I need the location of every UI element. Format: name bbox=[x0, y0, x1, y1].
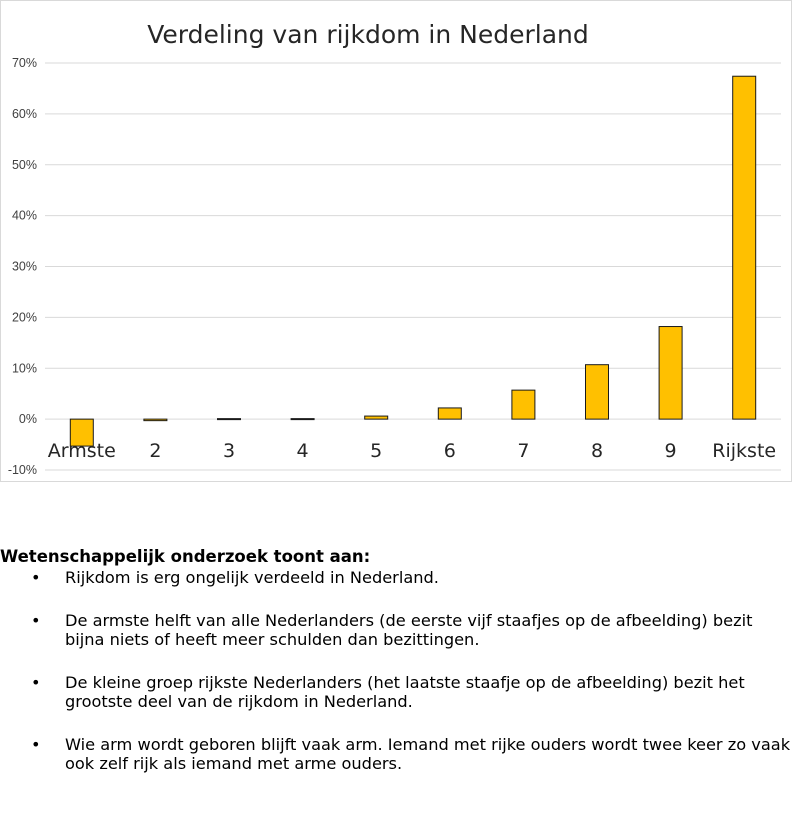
finding-text: De kleine groep rijkste Nederlanders (het laatste staafje op de afbeelding) bezit het grootste deel van de rijkdom in Nederland. bbox=[65, 673, 745, 711]
bar-5 bbox=[365, 416, 388, 419]
finding-item bbox=[0, 673, 794, 711]
y-tick-label: 60% bbox=[11, 106, 37, 121]
bars bbox=[70, 76, 755, 446]
x-axis-categories bbox=[48, 440, 776, 462]
bullet-icon: • bbox=[31, 568, 41, 587]
bar-7 bbox=[512, 390, 535, 419]
bullet-icon: • bbox=[31, 673, 41, 692]
bar-6 bbox=[438, 408, 461, 419]
finding-item bbox=[0, 611, 794, 649]
category-label: 3 bbox=[222, 440, 236, 462]
category-label: 7 bbox=[517, 440, 530, 462]
y-tick-label: 0% bbox=[18, 412, 37, 427]
category-label: 6 bbox=[443, 440, 456, 462]
finding-item bbox=[0, 568, 794, 587]
y-tick-label: 70% bbox=[11, 56, 37, 70]
bar-9 bbox=[659, 327, 682, 420]
bar-4 bbox=[291, 419, 314, 420]
bar-chart bbox=[1, 1, 793, 483]
y-axis-ticks bbox=[8, 56, 37, 477]
category-label: 4 bbox=[296, 440, 309, 462]
y-tick-label: 40% bbox=[11, 208, 37, 223]
y-tick-label: 20% bbox=[11, 310, 37, 325]
category-label: 8 bbox=[590, 440, 604, 462]
finding-text: Rijkdom is erg ongelijk verdeeld in Nederland. bbox=[65, 568, 439, 587]
category-label: Rijkste bbox=[712, 440, 777, 462]
bullet-icon: • bbox=[31, 611, 41, 630]
finding-text: De armste helft van alle Nederlanders (de eerste vijf staafjes op de afbeelding) bezit bijna niets of heeft meer schulden dan bezittingen. bbox=[65, 611, 753, 649]
explanation-text bbox=[0, 547, 794, 797]
bar-2 bbox=[144, 419, 167, 421]
y-tick-label: 10% bbox=[11, 361, 37, 376]
finding-item bbox=[0, 735, 794, 773]
chart-title: Verdeling van rijkdom in Nederland bbox=[147, 20, 589, 49]
bar-3 bbox=[218, 419, 241, 420]
findings-heading: Wetenschappelijk onderzoek toont aan: bbox=[0, 547, 371, 566]
y-tick-label: 30% bbox=[11, 259, 37, 274]
findings-list bbox=[0, 568, 794, 773]
y-tick-label: 50% bbox=[11, 157, 37, 172]
y-tick-label: -10% bbox=[7, 463, 37, 477]
bullet-icon: • bbox=[31, 735, 41, 754]
category-label: 2 bbox=[149, 440, 162, 462]
bar-rijkste bbox=[733, 76, 756, 419]
finding-text: Wie arm wordt geboren blijft vaak arm. Iemand met rijke ouders wordt twee keer zo vaak ook zelf rijk als iemand met arme ouders. bbox=[65, 735, 791, 773]
category-label: 9 bbox=[664, 440, 677, 462]
bar-8 bbox=[586, 365, 609, 419]
category-label: 5 bbox=[370, 440, 383, 462]
category-label: Armste bbox=[47, 440, 116, 462]
